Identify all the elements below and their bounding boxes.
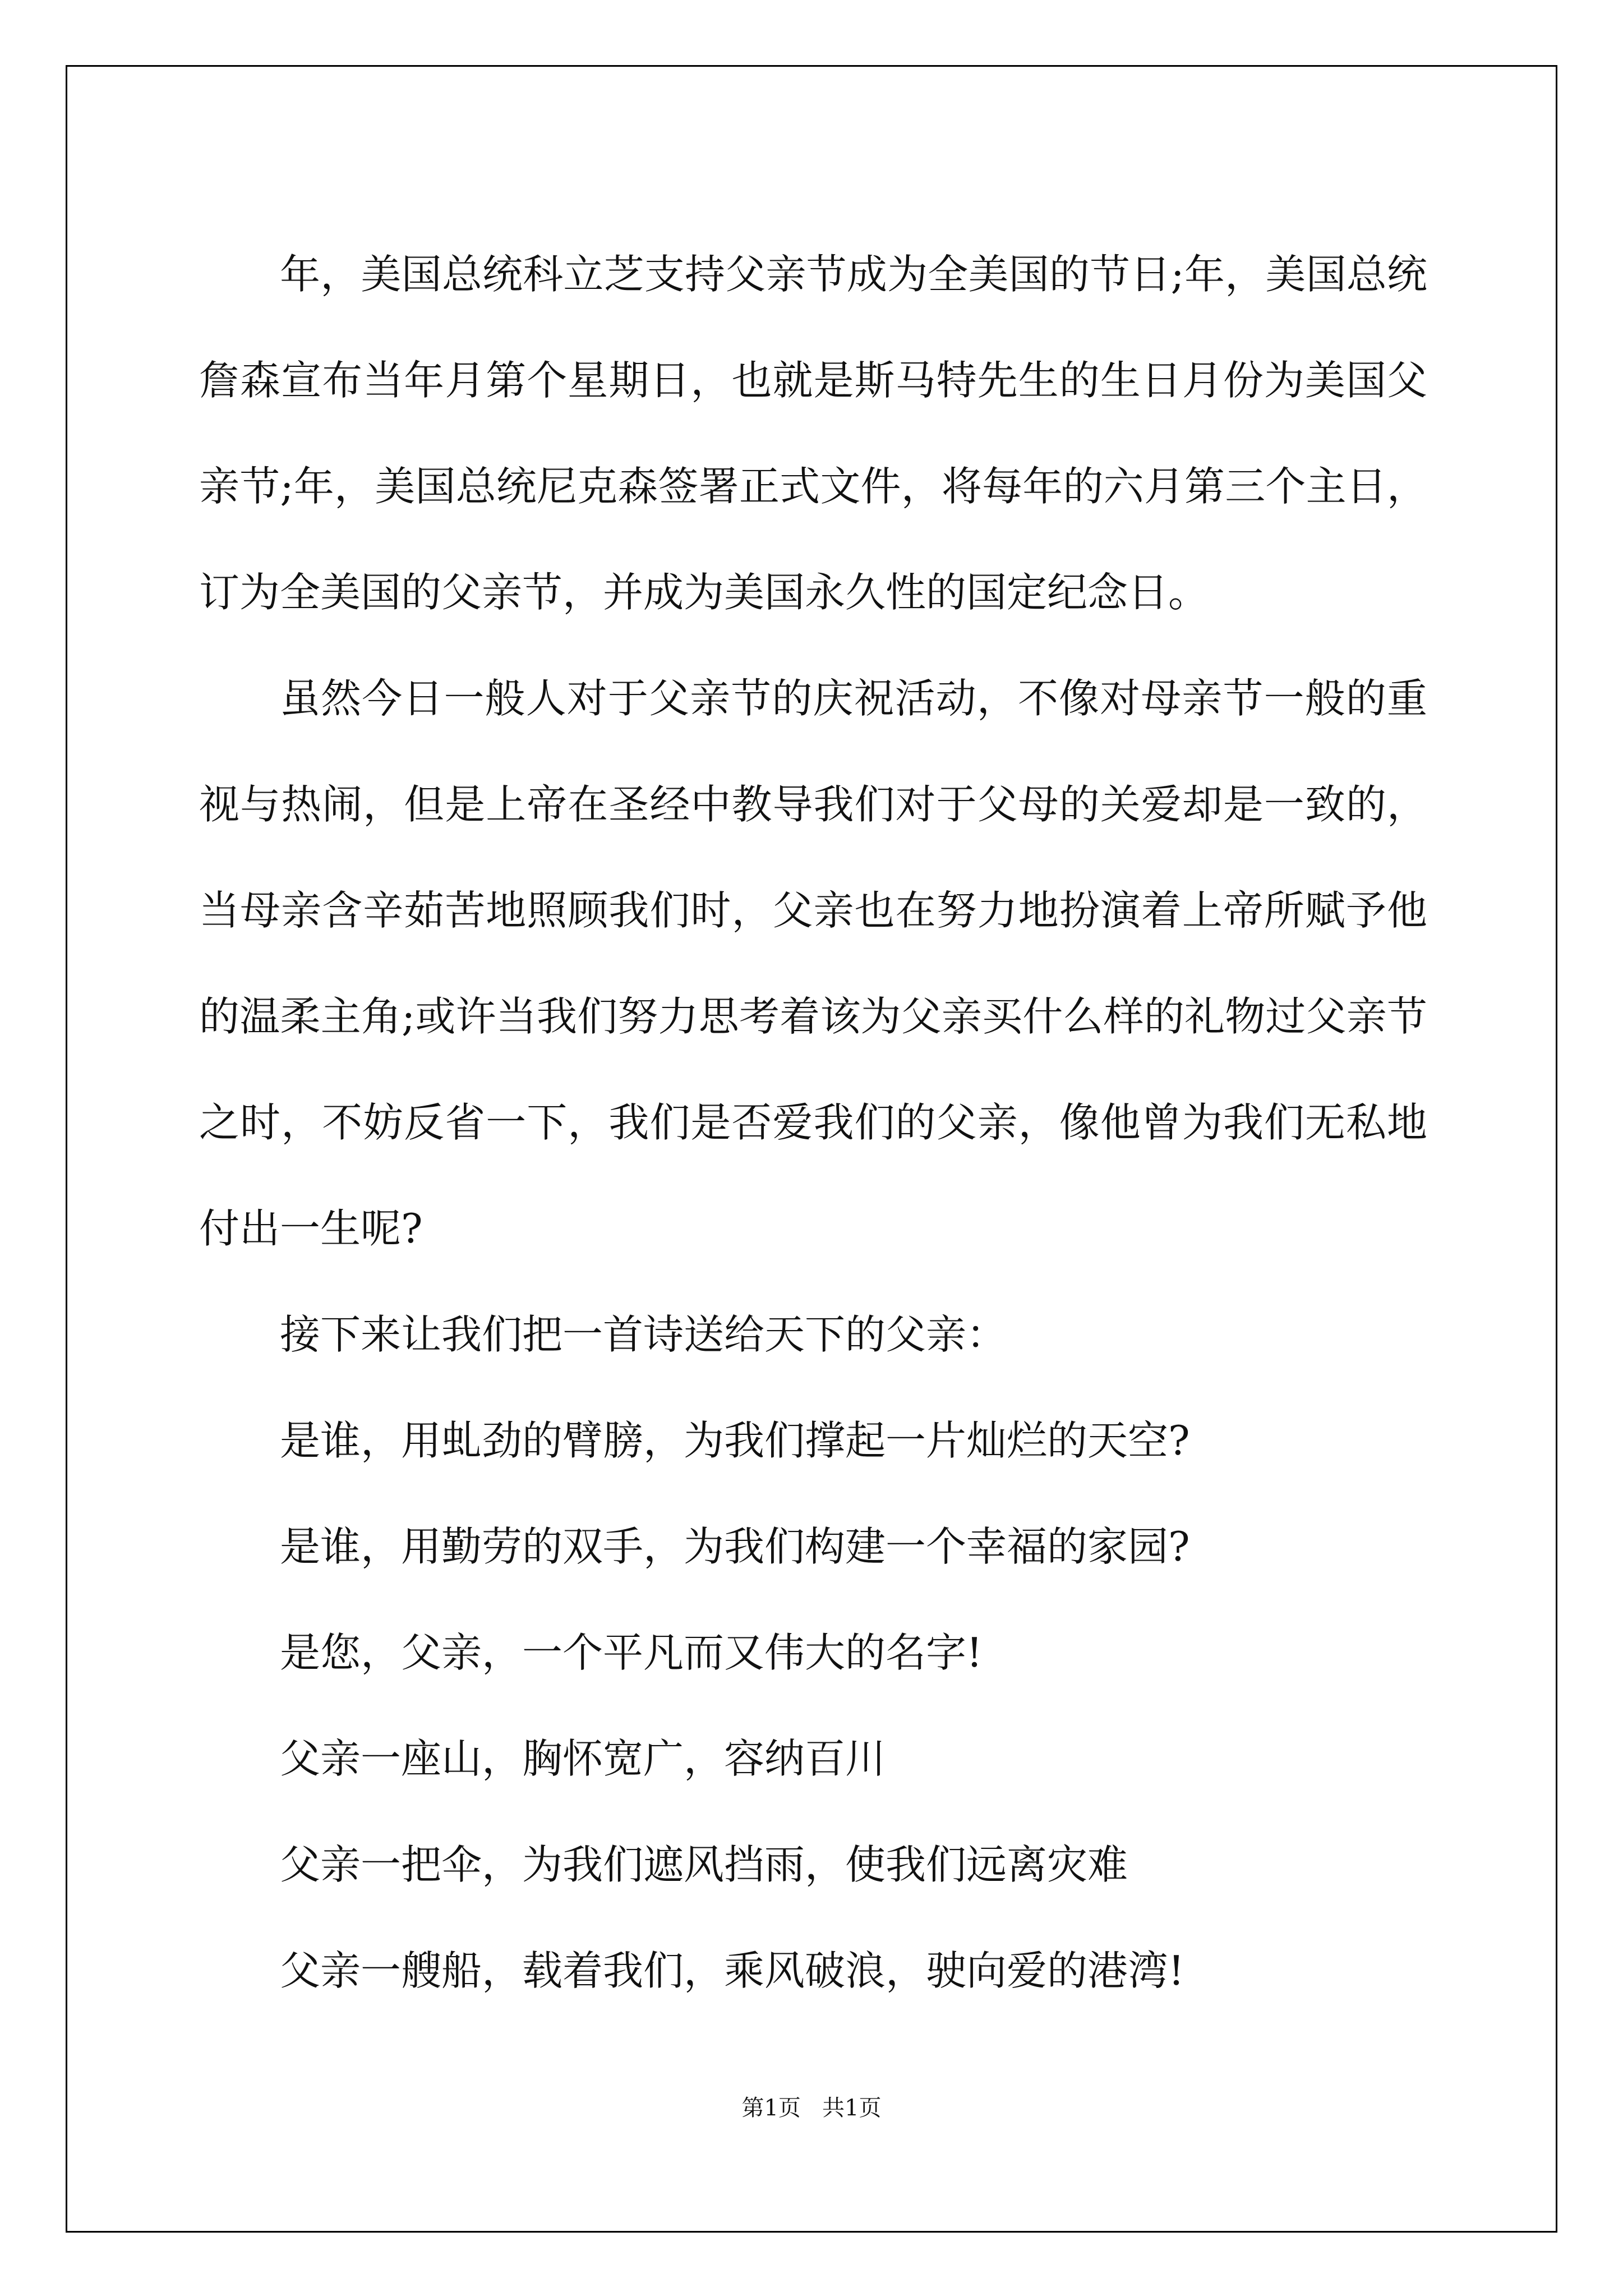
poem-line-2: 是谁，用勤劳的双手，为我们构建一个幸福的家园? bbox=[280, 1523, 1190, 1570]
poem-line-1: 是谁，用虬劲的臂膀，为我们撑起一片灿烂的天空? bbox=[280, 1417, 1190, 1464]
poem-line-3: 是您，父亲，一个平凡而又伟大的名字! bbox=[280, 1629, 983, 1676]
poem-line-6: 父亲一艘船，载着我们，乘风破浪，驶向爱的港湾! bbox=[280, 1947, 1184, 1994]
page-number: 第1页 共1页 bbox=[741, 2095, 882, 2121]
poem-line-5: 父亲一把伞，为我们遮风挡雨，使我们远离灾难 bbox=[280, 1841, 1128, 1888]
document-body bbox=[199, 222, 1427, 2024]
poem-line-4: 父亲一座山，胸怀宽广，容纳百川 bbox=[280, 1735, 886, 1782]
paragraph-2: 虽然今日一般人对于父亲节的庆祝活动，不像对母亲节一般的重视与热闹，但是上帝在圣经中教导我们对于父母的关爱却是一致的，当母亲含辛茹苦地照顾我们时，父亲也在努力地扮演着上帝所赋予他的温柔主角;或许当我们努力思考着该为父亲买什么样的礼物过父亲节之时，不妨反省一下，我们是否爱我们的父亲，像他曾为我们无私地付出一生呢? bbox=[199, 675, 1427, 1252]
paragraph-1: 年，美国总统科立芝支持父亲节成为全美国的节日;年，美国总统詹森宣布当年月第个星期日，也就是斯马特先生的生日月份为美国父亲节;年，美国总统尼克森签署正式文件，将每年的六月第三个主日，订为全美国的父亲节，并成为美国永久性的国定纪念日。 bbox=[199, 251, 1427, 616]
paragraph-3: 接下来让我们把一首诗送给天下的父亲： bbox=[280, 1311, 1007, 1358]
